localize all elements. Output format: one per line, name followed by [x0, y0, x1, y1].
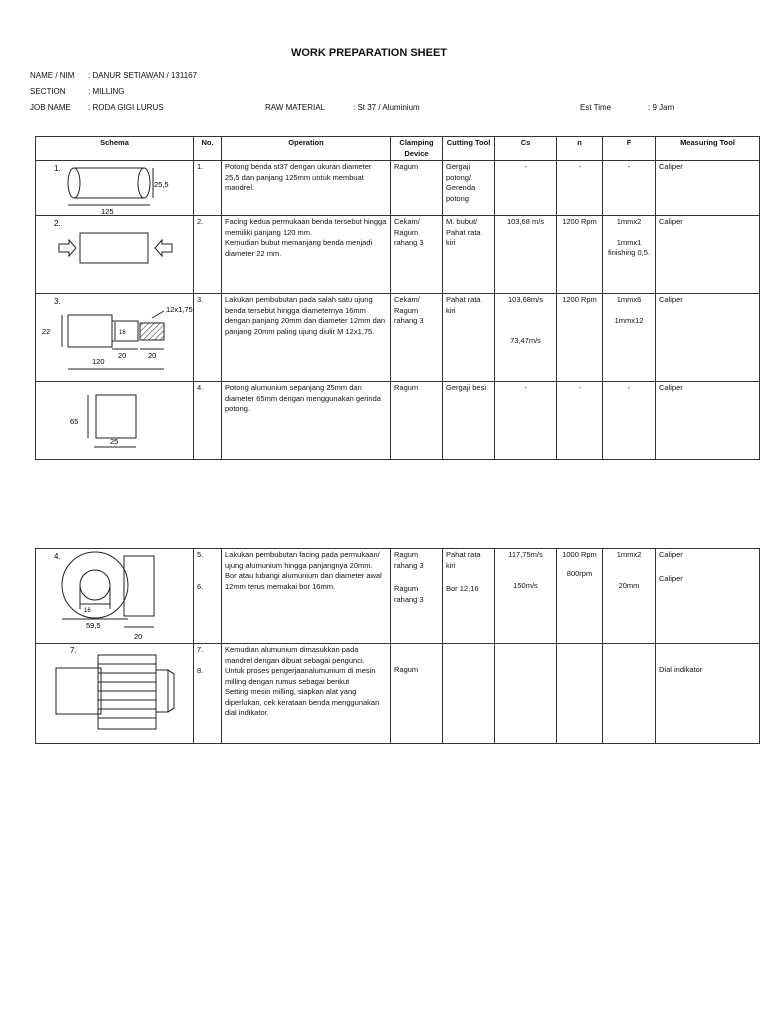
- clamp-cell: Ragum: [391, 644, 443, 744]
- section-value: : MILLING: [88, 87, 125, 96]
- dim-16: 16: [119, 330, 126, 336]
- cs-cell: -: [495, 382, 557, 460]
- dim-20: 20: [134, 632, 143, 641]
- measure-cell: Caliper: [656, 294, 760, 382]
- measure-cell: Dial indikator: [656, 644, 760, 744]
- schema-drawing-stepped-shaft: [36, 294, 194, 382]
- dim-20b: 20: [148, 351, 157, 360]
- dim-thread: 12x1,75: [166, 305, 193, 314]
- work-table-2: [35, 548, 760, 744]
- f-cell: 1mmx2 1mmx1 finishing 0,5.: [603, 216, 656, 294]
- est-time-label: Est Time: [580, 103, 612, 112]
- tool-cell: [443, 644, 495, 744]
- work-table-1: [35, 136, 760, 460]
- n-cell: -: [557, 161, 603, 216]
- measure-cell: Caliper: [656, 216, 760, 294]
- tool-cell: Pahat rata kiri Bor 12,16: [443, 549, 495, 644]
- page-title: WORK PREPARATION SHEET: [290, 47, 448, 59]
- no-cell: 2.: [194, 216, 222, 294]
- schema-cell: [36, 294, 194, 382]
- section-label: SECTION: [30, 87, 66, 96]
- dim-120: 120: [92, 357, 105, 366]
- operation-cell: Potong benda st37 dengan ukuran diameter 25,5 dan panjang 125mm untuk membuat mandrel.: [222, 161, 391, 216]
- tool-cell: Gergaji besi: [443, 382, 495, 460]
- clamp-cell: Cekam/ Ragum rahang 3: [391, 294, 443, 382]
- schema-number: 2.: [54, 219, 61, 228]
- schema-drawing-facing: [36, 216, 194, 294]
- col-no: No.: [194, 137, 222, 161]
- dim-16: 16: [84, 608, 91, 614]
- cs-cell: -: [495, 161, 557, 216]
- col-cutting-tool: Cutting Tool: [443, 137, 495, 161]
- col-clamping-device: Clamping Device: [391, 137, 443, 161]
- clamp-cell: Cekam/ Ragum rahang 3: [391, 216, 443, 294]
- est-time-value: : 9 Jam: [648, 103, 675, 112]
- f-cell: [603, 644, 656, 744]
- no-cell: 1.: [194, 161, 222, 216]
- col-operation: Operation: [222, 137, 391, 161]
- no-cell: 4.: [194, 382, 222, 460]
- table-row: [36, 294, 760, 382]
- table-header-row: [36, 137, 760, 161]
- measure-cell: Caliper: [656, 382, 760, 460]
- col-measuring-tool: Measuring Tool: [656, 137, 760, 161]
- schema-number: 1.: [54, 164, 61, 173]
- n-cell: -: [557, 382, 603, 460]
- tool-cell: Pahat rata kiri: [443, 294, 495, 382]
- job-label: JOB NAME: [30, 103, 71, 112]
- operation-cell: Kemudian alumunium dimasukkan pada mandrel dengan dibuat sebagai pengunci. Untuk proses pengerjaanalumunium di mesin milling dengan rumus sebagai berikut Setting mesin milling, siapkan alat yang diperlukan, cek kerataan benda menggunakan dial indikator.: [222, 644, 391, 744]
- n-cell: 1200 Rpm: [557, 216, 603, 294]
- f-cell: 1mmx2 20mm: [603, 549, 656, 644]
- schema-drawing-cylinder: [36, 161, 194, 216]
- operation-cell: Lakukan pembubutan facing pada permukaan/ ujung alumunium hingga panjangnya 20mm. Bor atau lubangi alumunium dan diameter awal 12mm terus memakai bor 16mm.: [222, 549, 391, 644]
- col-schema: Schema: [36, 137, 194, 161]
- measure-cell: Caliper: [656, 161, 760, 216]
- n-cell: 1000 Rpm 800rpm: [557, 549, 603, 644]
- n-cell: 1200 Rpm: [557, 294, 603, 382]
- table-row: [36, 382, 760, 460]
- name-label: NAME / NIM: [30, 71, 75, 80]
- table-row: [36, 644, 760, 744]
- cs-cell: 103,68m/s 73,47m/s: [495, 294, 557, 382]
- cs-cell: 117,75m/s 150m/s: [495, 549, 557, 644]
- schema-cell: [36, 382, 194, 460]
- schema-drawing-gear-on-mandrel: [36, 644, 194, 744]
- schema-cell: [36, 216, 194, 294]
- dim-65: 65: [70, 417, 79, 426]
- no-cell: 7. 8.: [194, 644, 222, 744]
- name-value: : DANUR SETIAWAN / 131167: [88, 71, 198, 80]
- table-row: [36, 161, 760, 216]
- job-value: : RODA GIGI LURUS: [88, 103, 164, 112]
- schema-drawing-ring: [36, 549, 194, 644]
- schema-number: 7.: [70, 646, 77, 655]
- tool-cell: M. bubut/ Pahat rata kiri: [443, 216, 495, 294]
- f-cell: -: [603, 382, 656, 460]
- schema-number: 4.: [54, 552, 61, 561]
- raw-material-value: : St 37 / Aluminium: [353, 103, 420, 112]
- dim-25: 25: [110, 437, 119, 446]
- cs-cell: [495, 644, 557, 744]
- table-row: [36, 216, 760, 294]
- measure-cell: Caliper Caliper: [656, 549, 760, 644]
- operation-cell: Potong alumunium sepanjang 25mm dan diameter 65mm dengan menggunakan gerinda potong.: [222, 382, 391, 460]
- dim-diameter: 25,5: [154, 180, 169, 189]
- f-cell: -: [603, 161, 656, 216]
- n-cell: [557, 644, 603, 744]
- dim-20a: 20: [118, 351, 127, 360]
- cs-cell: 103,68 m/s: [495, 216, 557, 294]
- col-cs: Cs: [495, 137, 557, 161]
- schema-drawing-aluminium-block: [36, 382, 194, 460]
- col-f: F: [603, 137, 656, 161]
- schema-cell: [36, 644, 194, 744]
- schema-cell: [36, 161, 194, 216]
- f-cell: 1mmx6 1mmx12: [603, 294, 656, 382]
- clamp-cell: Ragum rahang 3 Ragum rahang 3: [391, 549, 443, 644]
- schema-cell: [36, 549, 194, 644]
- operation-cell: Lakukan pembubutan pada salah satu ujung benda tersebut hingga diameternya 16mm dengan panjang 20mm dan diameter 12mm dan panjang 20mm paling ujung diulir M 12x1,75.: [222, 294, 391, 382]
- col-n: n: [557, 137, 603, 161]
- dim-22: 22: [42, 327, 51, 336]
- table-row: [36, 549, 760, 644]
- no-cell: 5. 6.: [194, 549, 222, 644]
- raw-material-label: RAW MATERIAL: [265, 103, 326, 112]
- clamp-cell: Ragum: [391, 161, 443, 216]
- operation-cell: Facing kedua permukaan benda tersebut hingga memiliki panjang 120 mm. Kemudian bubut memanjang benda menjadi diameter 22 mm.: [222, 216, 391, 294]
- tool-cell: Gergaji potong/ Gerenda potong: [443, 161, 495, 216]
- clamp-cell: Ragum: [391, 382, 443, 460]
- schema-number: 3.: [54, 297, 61, 306]
- dim-length: 125: [101, 207, 114, 216]
- no-cell: 3.: [194, 294, 222, 382]
- dim-59-5: 59,5: [86, 621, 101, 630]
